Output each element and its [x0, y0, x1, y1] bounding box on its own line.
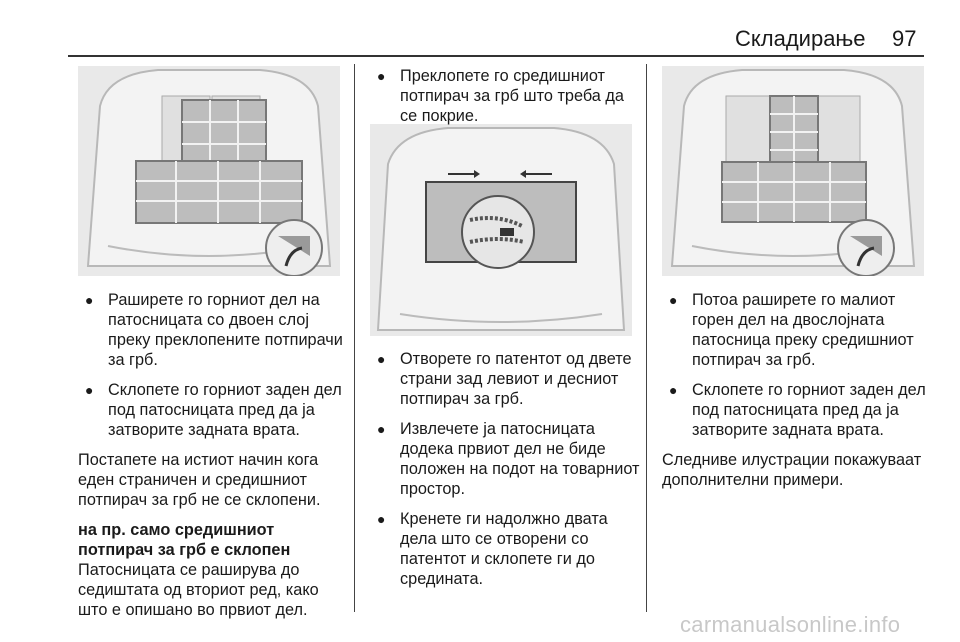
watermark: carmanualsonline.info [680, 612, 901, 637]
paragraph: Постапете на истиот начин кога еден страничен и средишниот потпирач за грб не се склопени. [78, 451, 321, 509]
bullet-glyph: ● [669, 292, 678, 308]
car-trunk-illustration-2 [370, 124, 632, 336]
page-number: 97 [892, 26, 917, 51]
figure-cargo-mat-unfolded [78, 66, 340, 276]
bullet-item [370, 349, 642, 409]
bullet-glyph: ● [377, 421, 386, 437]
figure-middle-section-unfolded [662, 66, 924, 276]
column-2-top-text [370, 66, 640, 126]
paragraph: Следниве илустрации покажуваат дополнителни примери. [662, 451, 922, 489]
bullet-text: Потоа раширете го малиот горен дел на двослојната патосница преку средишниот потпирач за грб. [692, 291, 914, 369]
column-2-text [370, 349, 642, 589]
bullet-text: Раширете го горниот дел на патосницата со двоен слој преку преклопените потпирачи за грб. [108, 291, 343, 369]
bullet-item [370, 509, 642, 589]
bullet-glyph: ● [377, 68, 386, 84]
bullet-glyph: ● [377, 511, 386, 527]
car-trunk-illustration-1 [78, 66, 340, 276]
bullet-text: Преклопете го средишниот потпирач за грб што треба да се покрие. [400, 67, 624, 125]
subheading: на пр. само средишниот потпирач за грб е склопен [78, 521, 291, 559]
bullet-glyph: ● [85, 292, 94, 308]
header-rule [68, 55, 924, 57]
paragraph: Патосницата се раширува до седиштата од вториот ред, како што е опишано во првиот дел. [78, 561, 319, 619]
bullet-item [662, 290, 932, 370]
page-title: Складирање [735, 26, 866, 51]
bullet-item [78, 380, 350, 440]
bullet-text: Отворете го патентот од двете страни зад левиот и десниот потпирач за грб. [400, 350, 632, 408]
page-header [0, 0, 960, 60]
bullet-text: Склопете го горниот заден дел под патосницата пред да ја затворите задната врата. [108, 381, 342, 439]
column-1-text [78, 290, 350, 620]
column-divider-2 [646, 64, 647, 612]
bullet-glyph: ● [669, 382, 678, 398]
bullet-glyph: ● [377, 351, 386, 367]
figure-zipper-open [370, 124, 632, 336]
bullet-item [662, 380, 932, 440]
bullet-item [370, 419, 642, 499]
bullet-text: Извлечете ја патосницата додека првиот дел не биде положен на подот на товарниот простор. [400, 420, 640, 498]
bullet-text: Склопете го горниот заден дел под патосницата пред да ја затворите задната врата. [692, 381, 926, 439]
bullet-glyph: ● [85, 382, 94, 398]
column-3-text [662, 290, 932, 490]
bullet-text: Кренете ги надолжно двата дела што се отворени со патентот и склопете ги до средината. [400, 510, 608, 588]
bullet-item [78, 290, 350, 370]
bullet-item [370, 66, 640, 126]
car-trunk-illustration-3 [662, 66, 924, 276]
column-divider-1 [354, 64, 355, 612]
